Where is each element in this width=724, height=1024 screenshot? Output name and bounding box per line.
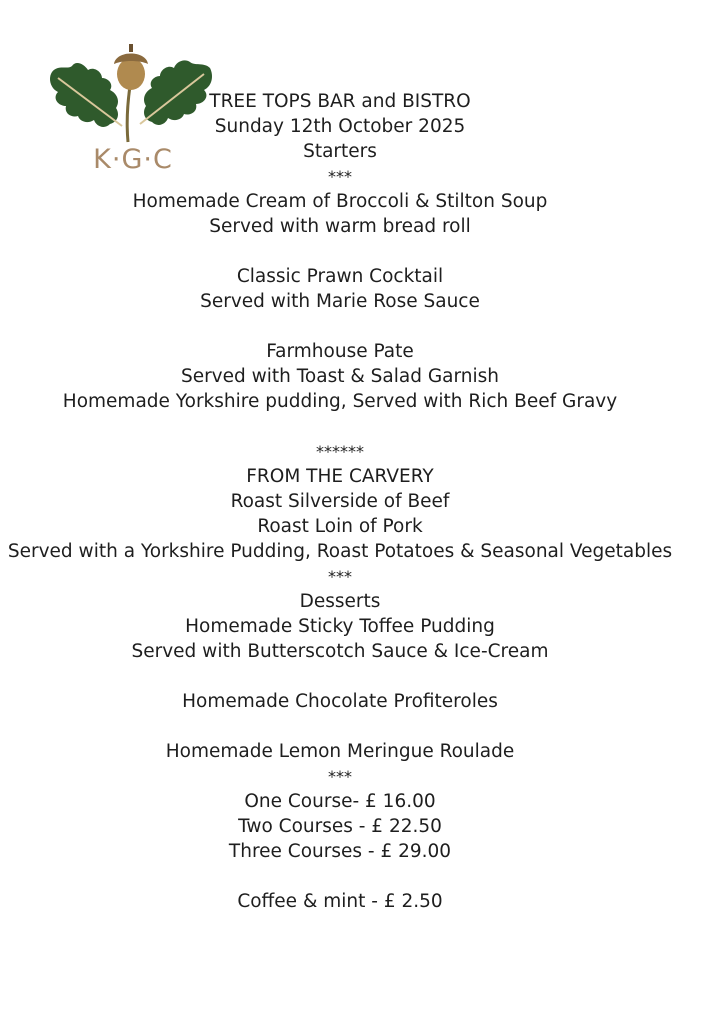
dessert-name: Homemade Lemon Meringue Roulade <box>165 741 515 762</box>
menu-date: Sunday 12th October 2025 <box>214 116 466 137</box>
dessert-detail: Served with Butterscotch Sauce & Ice-Cream <box>131 641 549 662</box>
carvery-item: Roast Loin of Pork <box>257 516 423 537</box>
starter-detail: Served with warm bread roll <box>209 216 471 237</box>
starter-name: Farmhouse Pate <box>266 341 414 362</box>
menu <box>0 89 680 914</box>
starters-heading: Starters <box>303 141 377 162</box>
starter-name: Homemade Cream of Broccoli & Stilton Soup <box>132 191 548 212</box>
carvery-served-with: Served with a Yorkshire Pudding, Roast Potatoes & Seasonal Vegetables <box>7 541 673 562</box>
price-three-courses: Three Courses - £ 29.00 <box>228 841 452 862</box>
starter-detail: Served with Marie Rose Sauce <box>200 291 480 312</box>
starter-name: Homemade Yorkshire pudding, Served with Rich Beef Gravy <box>62 391 618 412</box>
starter-name: Classic Prawn Cocktail <box>236 266 444 287</box>
price-one-course: One Course- £ 16.00 <box>244 791 436 812</box>
carvery-item: Roast Silverside of Beef <box>230 491 450 512</box>
logo-wordmark: K·G·C <box>93 144 173 175</box>
divider: *** <box>328 567 352 586</box>
dessert-name: Homemade Chocolate Profiteroles <box>182 691 498 712</box>
carvery-heading: FROM THE CARVERY <box>246 466 434 487</box>
divider: *** <box>328 767 352 786</box>
price-two-courses: Two Courses - £ 22.50 <box>238 816 442 837</box>
divider: ****** <box>316 442 364 461</box>
price-coffee: Coffee & mint - £ 2.50 <box>237 891 443 912</box>
desserts-heading: Desserts <box>299 591 381 612</box>
acorn-icon <box>117 58 145 90</box>
divider: *** <box>328 167 352 186</box>
venue-title: TREE TOPS BAR and BISTRO <box>209 91 471 112</box>
dessert-name: Homemade Sticky Toffee Pudding <box>185 616 495 637</box>
starter-detail: Served with Toast & Salad Garnish <box>180 366 500 387</box>
